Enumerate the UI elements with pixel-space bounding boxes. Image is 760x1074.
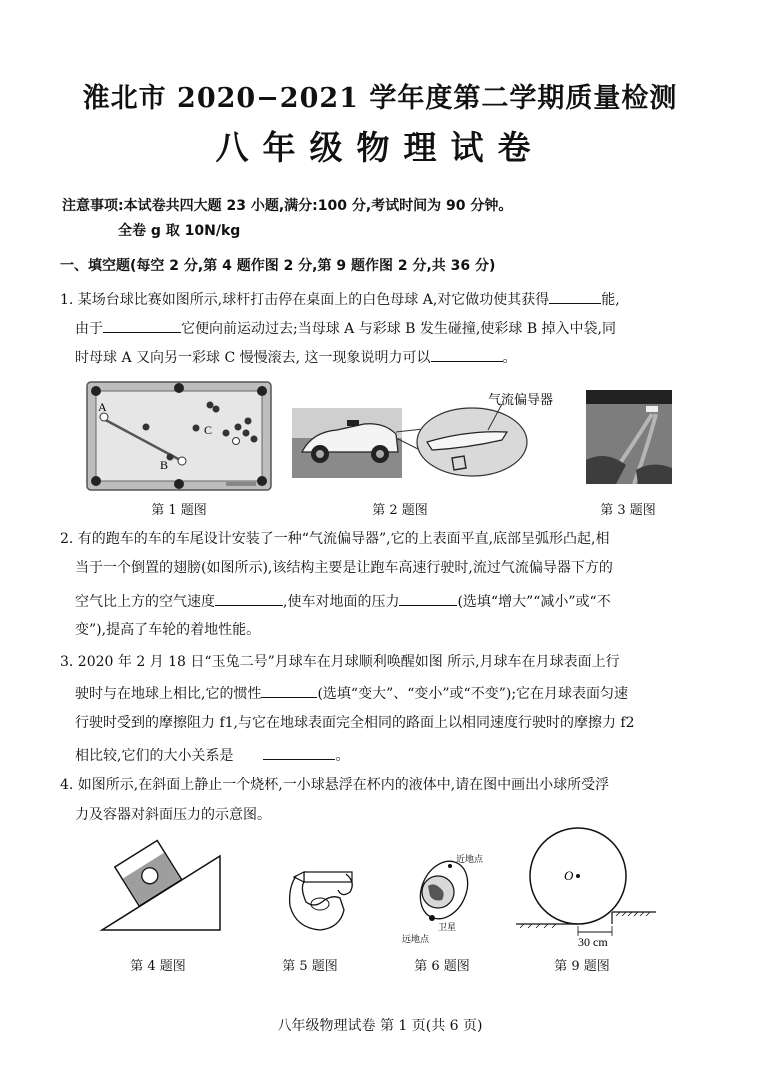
q2-line1: 2. 有的跑车的车的车尾设计安装了一种“气流偏导器”,它的上表面平直,底部呈弧形凸起,相 (60, 531, 610, 547)
q3-text-4b: 。 (335, 748, 350, 764)
q3-text-2a: 驶时与在地球上相比,它的惯性 (75, 686, 262, 702)
q3-text-2b: (选填“变大”、“变小”或“不变”);它在月球表面匀速 (317, 686, 629, 702)
fig5-hand-pencil (276, 858, 366, 938)
q2-blank-1 (215, 591, 283, 606)
fig4-beaker-on-incline (90, 838, 235, 938)
q1-text-1a: 1. 某场台球比赛如图所示,球杆打击停在桌面上的白色母球 A,对它做功使其获得 (60, 292, 550, 308)
notice-line2: 全卷 g 取 10N/kg (118, 223, 241, 239)
fig6-satellite-orbit (398, 848, 494, 944)
fig5-caption: 第 5 题图 (282, 959, 338, 974)
q4-line2: 力及容器对斜面压力的示意图。 (75, 807, 271, 823)
fig9-wheel-step (516, 826, 666, 948)
fig6-label-sat: 卫星 (438, 922, 457, 932)
q4-line1: 4. 如图所示,在斜面上静止一个烧杯,一小球悬浮在杯内的液体中,请在图中画出小球所受浮 (60, 777, 610, 793)
q1-line2 (75, 318, 616, 338)
q3-blank-2 (263, 745, 335, 760)
q3-line3: 行驶时受到的摩擦阻力 f1,与它在地球表面完全相同的路面上以相同速度行驶时的摩擦力 f2 (75, 715, 635, 731)
q2-line3 (75, 591, 611, 611)
q2-text-3b: ,使车对地面的压力 (283, 594, 400, 610)
q3-line1: 3. 2020 年 2 月 18 日“玉兔二号”月球车在月球顺利唤醒如图 所示,月球车在月球表面上行 (60, 654, 620, 670)
fig2-label-deflector: 气流偏导器 (488, 392, 554, 407)
q1-blank-1 (549, 289, 601, 304)
q1-blank-2 (103, 318, 181, 333)
q1-text-2a: 由于 (75, 321, 103, 337)
exam-title-line2: 八年级物理试卷 (215, 128, 545, 167)
fig3-moon-rover (586, 390, 672, 484)
section1-heading: 一、填空题(每空 2 分,第 4 题作图 2 分,第 9 题作图 2 分,共 36 分) (60, 258, 496, 274)
fig9-label-dim: 30 cm (578, 935, 608, 948)
exam-title-line1: 淮北市 2020−2021 学年度第二学期质量检测 (82, 83, 678, 114)
q2-blank-2 (399, 591, 457, 606)
q3-line2 (75, 683, 628, 703)
fig1-label-b: B (160, 458, 169, 472)
fig9-label-o: O (564, 868, 574, 883)
fig2-caption: 第 2 题图 (372, 503, 428, 518)
fig9-caption: 第 9 题图 (554, 959, 610, 974)
fig3-caption: 第 3 题图 (600, 503, 656, 518)
fig4-caption: 第 4 题图 (130, 959, 186, 974)
fig1-caption: 第 1 题图 (151, 503, 207, 518)
q1-text-3b: 。 (502, 350, 517, 366)
q1-text-1b: 能, (601, 292, 620, 308)
q1-text-2b: 它便向前运动过去;当母球 A 与彩球 B 发生碰撞,使彩球 B 掉入中袋,同 (181, 321, 617, 337)
fig1-label-c: C (204, 423, 213, 437)
page-footer: 八年级物理试卷 第 1 页(共 6 页) (277, 1018, 483, 1034)
q1-line1 (60, 289, 620, 309)
q2-text-3c: (选填“增大”“减小”或“不 (457, 594, 611, 610)
fig6-label-near: 近地点 (456, 854, 484, 864)
q3-blank-1 (261, 683, 317, 698)
fig1-label-a: A (98, 400, 107, 414)
q1-blank-3 (431, 347, 503, 362)
q3-line4 (75, 745, 349, 765)
fig1-billiard-table (86, 381, 272, 491)
q2-line4: 变”),提高了车轮的着地性能。 (75, 622, 261, 638)
fig2-sports-car (292, 390, 567, 480)
q3-text-4a: 相比较,它们的大小关系是 (75, 748, 234, 764)
q2-text-3a: 空气比上方的空气速度 (75, 594, 215, 610)
fig6-caption: 第 6 题图 (414, 959, 470, 974)
q1-line3 (75, 347, 517, 367)
notice-line1: 注意事项:本试卷共四大题 23 小题,满分:100 分,考试时间为 90 分钟。 (62, 198, 513, 214)
fig6-label-far: 远地点 (402, 934, 430, 944)
q2-line2: 当于一个倒置的翅膀(如图所示),该结构主要是让跑车高速行驶时,流过气流偏导器下方的 (75, 560, 613, 576)
q1-text-3a: 时母球 A 又向另一彩球 C 慢慢滚去, 这一现象说明力可以 (75, 350, 431, 366)
